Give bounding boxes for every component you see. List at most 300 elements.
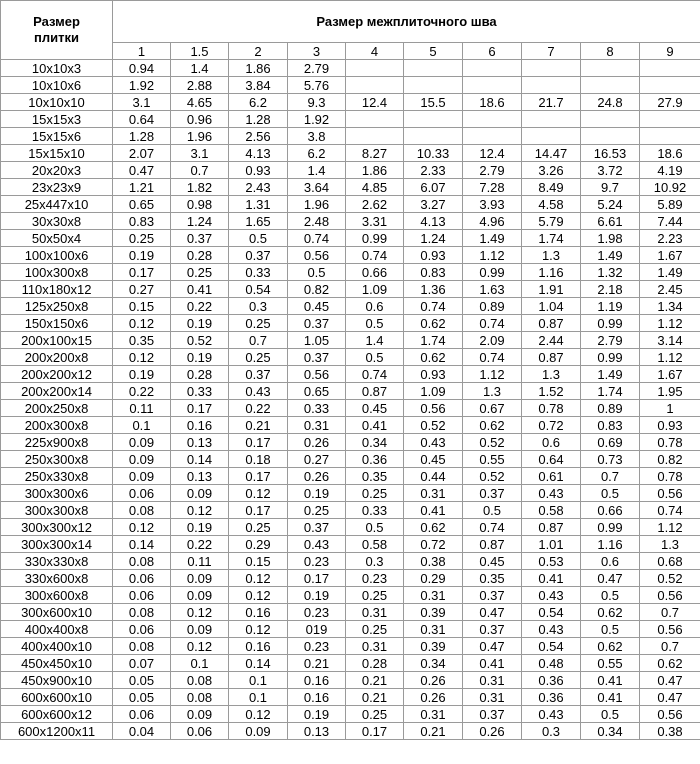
consumption-cell: 0.5 <box>581 587 640 604</box>
table-row <box>1 196 700 213</box>
consumption-cell: 0.19 <box>288 485 346 502</box>
consumption-cell <box>463 111 522 128</box>
table-row <box>1 298 700 315</box>
consumption-cell: 0.28 <box>171 247 229 264</box>
consumption-cell <box>522 111 581 128</box>
table-row <box>1 485 700 502</box>
consumption-cell: 0.48 <box>522 655 581 672</box>
consumption-cell: 0.09 <box>171 621 229 638</box>
consumption-cell: 18.6 <box>640 145 700 162</box>
table-row <box>1 366 700 383</box>
tile-size-cell: 600x600x10 <box>1 689 113 706</box>
consumption-cell <box>522 77 581 94</box>
consumption-cell: 0.25 <box>229 349 288 366</box>
consumption-cell: 0.74 <box>640 502 700 519</box>
consumption-cell: 0.65 <box>288 383 346 400</box>
consumption-cell: 0.29 <box>404 570 463 587</box>
consumption-cell: 3.14 <box>640 332 700 349</box>
tile-size-cell: 110x180x12 <box>1 281 113 298</box>
table-row <box>1 94 700 111</box>
consumption-cell: 0.19 <box>171 519 229 536</box>
consumption-cell: 0.96 <box>171 111 229 128</box>
tile-size-cell: 600x1200x11 <box>1 723 113 740</box>
consumption-cell: 0.45 <box>463 553 522 570</box>
consumption-cell: 1.92 <box>113 77 171 94</box>
table-row <box>1 264 700 281</box>
consumption-cell: 0.35 <box>113 332 171 349</box>
consumption-cell: 0.58 <box>522 502 581 519</box>
consumption-cell: 1.3 <box>463 383 522 400</box>
consumption-cell: 0.5 <box>288 264 346 281</box>
consumption-cell: 0.5 <box>463 502 522 519</box>
consumption-cell: 0.62 <box>581 638 640 655</box>
consumption-cell: 0.25 <box>288 502 346 519</box>
consumption-cell: 0.58 <box>346 536 404 553</box>
consumption-cell: 4.13 <box>229 145 288 162</box>
tile-size-cell: 200x200x14 <box>1 383 113 400</box>
header-row <box>1 1 700 43</box>
consumption-cell: 0.62 <box>404 349 463 366</box>
consumption-cell: 0.3 <box>229 298 288 315</box>
consumption-cell: 0.56 <box>288 366 346 383</box>
consumption-cell: 0.37 <box>463 485 522 502</box>
consumption-cell: 0.74 <box>463 519 522 536</box>
consumption-cell: 0.12 <box>113 315 171 332</box>
consumption-cell: 0.13 <box>171 468 229 485</box>
consumption-cell: 2.09 <box>463 332 522 349</box>
tile-size-cell: 330x600x8 <box>1 570 113 587</box>
consumption-cell: 0.07 <box>113 655 171 672</box>
consumption-cell: 6.07 <box>404 179 463 196</box>
consumption-cell: 0.41 <box>346 417 404 434</box>
consumption-cell: 0.12 <box>229 706 288 723</box>
table-row <box>1 230 700 247</box>
consumption-cell: 1.16 <box>581 536 640 553</box>
tile-size-cell: 15x15x3 <box>1 111 113 128</box>
consumption-cell: 0.52 <box>463 468 522 485</box>
consumption-cell: 0.13 <box>171 434 229 451</box>
tile-size-cell: 15x15x6 <box>1 128 113 145</box>
consumption-cell <box>581 60 640 77</box>
consumption-cell: 0.89 <box>581 400 640 417</box>
consumption-cell <box>404 60 463 77</box>
consumption-cell: 3.27 <box>404 196 463 213</box>
consumption-cell: 0.31 <box>404 621 463 638</box>
tile-size-cell: 250x330x8 <box>1 468 113 485</box>
consumption-cell: 2.79 <box>581 332 640 349</box>
tile-size-cell: 50x50x4 <box>1 230 113 247</box>
consumption-cell: 0.5 <box>346 349 404 366</box>
table-row <box>1 77 700 94</box>
consumption-cell: 12.4 <box>346 94 404 111</box>
table-row <box>1 451 700 468</box>
consumption-cell: 0.87 <box>346 383 404 400</box>
consumption-cell: 1.86 <box>229 60 288 77</box>
consumption-cell: 0.35 <box>346 468 404 485</box>
table-row <box>1 417 700 434</box>
consumption-cell <box>404 128 463 145</box>
consumption-cell: 0.83 <box>404 264 463 281</box>
consumption-cell: 0.25 <box>171 264 229 281</box>
consumption-cell: 0.29 <box>229 536 288 553</box>
consumption-cell: 0.47 <box>581 570 640 587</box>
table-row <box>1 383 700 400</box>
consumption-cell: 0.74 <box>346 247 404 264</box>
table-row <box>1 468 700 485</box>
consumption-cell: 1.74 <box>404 332 463 349</box>
consumption-cell: 0.23 <box>288 604 346 621</box>
consumption-cell: 0.26 <box>463 723 522 740</box>
joint-size-cell: 6 <box>463 43 522 60</box>
consumption-cell: 0.25 <box>346 485 404 502</box>
consumption-cell: 3.84 <box>229 77 288 94</box>
tile-size-cell: 300x300x8 <box>1 502 113 519</box>
consumption-cell: 0.37 <box>463 706 522 723</box>
consumption-cell: 0.53 <box>522 553 581 570</box>
consumption-cell: 0.15 <box>229 553 288 570</box>
consumption-cell: 0.47 <box>640 672 700 689</box>
joint-size-cell: 7 <box>522 43 581 60</box>
consumption-cell: 0.19 <box>113 247 171 264</box>
consumption-cell: 2.62 <box>346 196 404 213</box>
table-row <box>1 332 700 349</box>
consumption-cell: 0.17 <box>229 502 288 519</box>
consumption-cell: 0.61 <box>522 468 581 485</box>
consumption-cell: 0.54 <box>522 604 581 621</box>
consumption-cell: 0.06 <box>113 587 171 604</box>
consumption-cell: 1.52 <box>522 383 581 400</box>
consumption-cell: 0.5 <box>581 485 640 502</box>
table-row <box>1 179 700 196</box>
consumption-cell: 0.08 <box>113 638 171 655</box>
tile-size-header <box>1 1 113 60</box>
consumption-cell: 0.16 <box>171 417 229 434</box>
tile-size-cell: 450x900x10 <box>1 672 113 689</box>
tile-size-cell: 200x250x8 <box>1 400 113 417</box>
consumption-cell: 3.1 <box>113 94 171 111</box>
consumption-cell: 0.62 <box>640 655 700 672</box>
consumption-cell: 0.47 <box>113 162 171 179</box>
table-row <box>1 213 700 230</box>
consumption-cell: 0.41 <box>463 655 522 672</box>
consumption-cell: 1.63 <box>463 281 522 298</box>
tile-size-cell: 100x300x8 <box>1 264 113 281</box>
consumption-cell: 0.17 <box>346 723 404 740</box>
consumption-cell: 1.4 <box>288 162 346 179</box>
consumption-cell: 0.7 <box>640 638 700 655</box>
consumption-cell: 0.56 <box>288 247 346 264</box>
consumption-cell: 0.23 <box>288 553 346 570</box>
consumption-cell: 0.31 <box>404 587 463 604</box>
consumption-cell: 0.25 <box>229 315 288 332</box>
consumption-cell: 0.09 <box>113 434 171 451</box>
consumption-cell <box>346 128 404 145</box>
consumption-cell: 3.26 <box>522 162 581 179</box>
consumption-cell: 1.98 <box>581 230 640 247</box>
consumption-cell: 0.19 <box>171 349 229 366</box>
consumption-cell: 0.34 <box>346 434 404 451</box>
consumption-cell <box>581 111 640 128</box>
consumption-cell: 1.96 <box>171 128 229 145</box>
tile-size-cell: 15x15x10 <box>1 145 113 162</box>
tile-size-cell: 100x100x6 <box>1 247 113 264</box>
consumption-cell: 1.28 <box>229 111 288 128</box>
consumption-cell: 0.21 <box>404 723 463 740</box>
consumption-cell: 0.36 <box>522 689 581 706</box>
consumption-cell: 0.43 <box>229 383 288 400</box>
tile-size-cell: 25x447x10 <box>1 196 113 213</box>
consumption-cell: 0.16 <box>288 672 346 689</box>
table-row <box>1 553 700 570</box>
tile-size-cell: 300x600x8 <box>1 587 113 604</box>
consumption-cell: 0.52 <box>171 332 229 349</box>
consumption-cell: 0.31 <box>463 672 522 689</box>
consumption-cell: 0.7 <box>581 468 640 485</box>
consumption-cell: 0.54 <box>229 281 288 298</box>
joint-size-cell: 4 <box>346 43 404 60</box>
consumption-cell: 1.49 <box>463 230 522 247</box>
consumption-cell: 0.62 <box>404 315 463 332</box>
consumption-cell: 0.06 <box>113 621 171 638</box>
consumption-cell: 0.23 <box>288 638 346 655</box>
consumption-cell: 0.36 <box>346 451 404 468</box>
consumption-cell: 0.87 <box>522 349 581 366</box>
consumption-cell: 1.92 <box>288 111 346 128</box>
consumption-cell: 0.36 <box>522 672 581 689</box>
consumption-cell: 0.12 <box>229 570 288 587</box>
tile-size-cell: 330x330x8 <box>1 553 113 570</box>
consumption-cell: 2.23 <box>640 230 700 247</box>
consumption-cell: 0.3 <box>346 553 404 570</box>
consumption-cell: 0.64 <box>522 451 581 468</box>
consumption-cell: 1.09 <box>346 281 404 298</box>
consumption-cell: 0.17 <box>171 400 229 417</box>
consumption-cell: 0.15 <box>113 298 171 315</box>
consumption-cell: 0.52 <box>463 434 522 451</box>
consumption-cell: 0.78 <box>522 400 581 417</box>
consumption-cell: 0.09 <box>171 587 229 604</box>
consumption-cell: 1.12 <box>463 366 522 383</box>
consumption-cell: 3.8 <box>288 128 346 145</box>
joint-size-cell: 1.5 <box>171 43 229 60</box>
consumption-cell: 0.52 <box>640 570 700 587</box>
consumption-cell: 0.43 <box>522 485 581 502</box>
consumption-cell: 4.96 <box>463 213 522 230</box>
consumption-cell: 0.28 <box>346 655 404 672</box>
consumption-cell: 0.08 <box>113 604 171 621</box>
consumption-cell: 2.56 <box>229 128 288 145</box>
tile-size-cell: 600x600x12 <box>1 706 113 723</box>
consumption-cell: 0.83 <box>581 417 640 434</box>
consumption-cell: 0.45 <box>404 451 463 468</box>
joint-size-cell: 1 <box>113 43 171 60</box>
consumption-cell: 0.33 <box>229 264 288 281</box>
consumption-cell: 0.09 <box>229 723 288 740</box>
consumption-cell: 0.08 <box>171 672 229 689</box>
consumption-cell: 0.37 <box>229 247 288 264</box>
consumption-cell: 0.1 <box>171 655 229 672</box>
consumption-cell: 5.79 <box>522 213 581 230</box>
consumption-cell: 0.06 <box>113 706 171 723</box>
consumption-cell: 0.69 <box>581 434 640 451</box>
joint-size-cell: 8 <box>581 43 640 60</box>
tile-size-cell: 10x10x6 <box>1 77 113 94</box>
consumption-cell: 1.49 <box>640 264 700 281</box>
consumption-cell: 1.34 <box>640 298 700 315</box>
consumption-cell: 1.3 <box>640 536 700 553</box>
consumption-cell: 1.49 <box>581 366 640 383</box>
consumption-cell: 0.94 <box>113 60 171 77</box>
joint-size-cell: 5 <box>404 43 463 60</box>
consumption-cell: 0.14 <box>229 655 288 672</box>
table-row <box>1 536 700 553</box>
consumption-cell: 0.56 <box>640 706 700 723</box>
consumption-cell: 0.25 <box>229 519 288 536</box>
consumption-cell: 8.49 <box>522 179 581 196</box>
consumption-cell: 12.4 <box>463 145 522 162</box>
consumption-cell: 0.43 <box>404 434 463 451</box>
tile-size-cell: 400x400x10 <box>1 638 113 655</box>
consumption-cell: 2.88 <box>171 77 229 94</box>
consumption-cell: 0.37 <box>463 621 522 638</box>
consumption-cell: 1.32 <box>581 264 640 281</box>
consumption-cell: 0.37 <box>288 315 346 332</box>
consumption-cell: 0.65 <box>113 196 171 213</box>
consumption-cell: 0.14 <box>171 451 229 468</box>
consumption-cell: 0.5 <box>581 621 640 638</box>
consumption-cell: 0.22 <box>229 400 288 417</box>
table-row <box>1 247 700 264</box>
consumption-cell: 1.21 <box>113 179 171 196</box>
consumption-cell: 3.1 <box>171 145 229 162</box>
consumption-cell: 0.22 <box>171 298 229 315</box>
consumption-cell: 2.33 <box>404 162 463 179</box>
consumption-cell: 0.1 <box>113 417 171 434</box>
consumption-cell: 0.82 <box>288 281 346 298</box>
consumption-cell: 5.89 <box>640 196 700 213</box>
tile-size-cell: 10x10x3 <box>1 60 113 77</box>
consumption-cell: 0.41 <box>522 570 581 587</box>
consumption-cell: 0.74 <box>463 349 522 366</box>
consumption-cell: 0.17 <box>229 434 288 451</box>
table-row <box>1 349 700 366</box>
consumption-cell: 1.91 <box>522 281 581 298</box>
consumption-cell <box>640 111 700 128</box>
consumption-cell: 0.87 <box>463 536 522 553</box>
consumption-cell: 0.18 <box>229 451 288 468</box>
consumption-cell: 0.47 <box>463 604 522 621</box>
consumption-cell: 0.26 <box>404 672 463 689</box>
consumption-cell: 1.74 <box>581 383 640 400</box>
consumption-cell: 0.72 <box>404 536 463 553</box>
consumption-cell: 1.24 <box>171 213 229 230</box>
consumption-cell: 0.31 <box>404 485 463 502</box>
consumption-cell: 0.99 <box>346 230 404 247</box>
consumption-cell: 6.2 <box>288 145 346 162</box>
consumption-cell: 0.34 <box>581 723 640 740</box>
consumption-cell: 3.31 <box>346 213 404 230</box>
consumption-cell: 4.58 <box>522 196 581 213</box>
consumption-cell: 0.99 <box>581 519 640 536</box>
consumption-cell: 0.99 <box>581 349 640 366</box>
consumption-cell: 14.47 <box>522 145 581 162</box>
consumption-cell: 0.1 <box>229 672 288 689</box>
consumption-cell: 1.28 <box>113 128 171 145</box>
consumption-cell <box>522 128 581 145</box>
consumption-cell: 9.7 <box>581 179 640 196</box>
consumption-cell: 0.52 <box>404 417 463 434</box>
consumption-cell: 4.65 <box>171 94 229 111</box>
table-row <box>1 400 700 417</box>
consumption-cell: 0.08 <box>113 553 171 570</box>
consumption-cell: 1.86 <box>346 162 404 179</box>
table-row <box>1 111 700 128</box>
consumption-cell: 0.5 <box>346 315 404 332</box>
tile-size-cell: 23x23x9 <box>1 179 113 196</box>
consumption-cell: 0.5 <box>346 519 404 536</box>
consumption-cell: 0.22 <box>113 383 171 400</box>
consumption-cell: 0.66 <box>346 264 404 281</box>
consumption-cell: 0.12 <box>171 502 229 519</box>
table-row <box>1 604 700 621</box>
consumption-cell: 0.93 <box>404 247 463 264</box>
consumption-cell: 0.25 <box>346 706 404 723</box>
consumption-cell: 0.62 <box>404 519 463 536</box>
consumption-cell: 0.05 <box>113 672 171 689</box>
consumption-cell: 15.5 <box>404 94 463 111</box>
consumption-cell: 0.16 <box>288 689 346 706</box>
consumption-cell <box>463 128 522 145</box>
consumption-cell: 0.1 <box>229 689 288 706</box>
consumption-cell: 0.56 <box>404 400 463 417</box>
joint-size-header: Размер межплиточного шва <box>113 1 700 43</box>
consumption-cell: 1.04 <box>522 298 581 315</box>
consumption-cell: 1.12 <box>640 519 700 536</box>
table-row <box>1 621 700 638</box>
consumption-cell: 4.13 <box>404 213 463 230</box>
tile-size-cell: 20x20x3 <box>1 162 113 179</box>
consumption-cell: 0.47 <box>463 638 522 655</box>
consumption-cell: 0.19 <box>288 587 346 604</box>
table-row <box>1 128 700 145</box>
consumption-cell: 0.33 <box>288 400 346 417</box>
consumption-cell: 0.12 <box>229 621 288 638</box>
consumption-cell: 0.38 <box>640 723 700 740</box>
consumption-cell: 0.55 <box>581 655 640 672</box>
consumption-cell: 21.7 <box>522 94 581 111</box>
consumption-cell: 0.6 <box>522 434 581 451</box>
consumption-cell <box>346 77 404 94</box>
consumption-cell: 0.87 <box>522 519 581 536</box>
consumption-cell: 0.74 <box>404 298 463 315</box>
consumption-cell: 10.92 <box>640 179 700 196</box>
consumption-cell <box>640 77 700 94</box>
consumption-cell: 0.34 <box>404 655 463 672</box>
consumption-cell: 0.37 <box>288 519 346 536</box>
consumption-cell: 0.25 <box>113 230 171 247</box>
consumption-cell: 1.4 <box>346 332 404 349</box>
consumption-cell: 0.41 <box>581 672 640 689</box>
consumption-cell: 0.37 <box>229 366 288 383</box>
consumption-cell: 5.24 <box>581 196 640 213</box>
consumption-cell: 1.24 <box>404 230 463 247</box>
consumption-cell: 8.27 <box>346 145 404 162</box>
consumption-cell: 0.25 <box>346 621 404 638</box>
consumption-cell: 0.37 <box>288 349 346 366</box>
consumption-cell: 1.74 <box>522 230 581 247</box>
consumption-cell: 4.85 <box>346 179 404 196</box>
consumption-cell: 1.12 <box>640 349 700 366</box>
